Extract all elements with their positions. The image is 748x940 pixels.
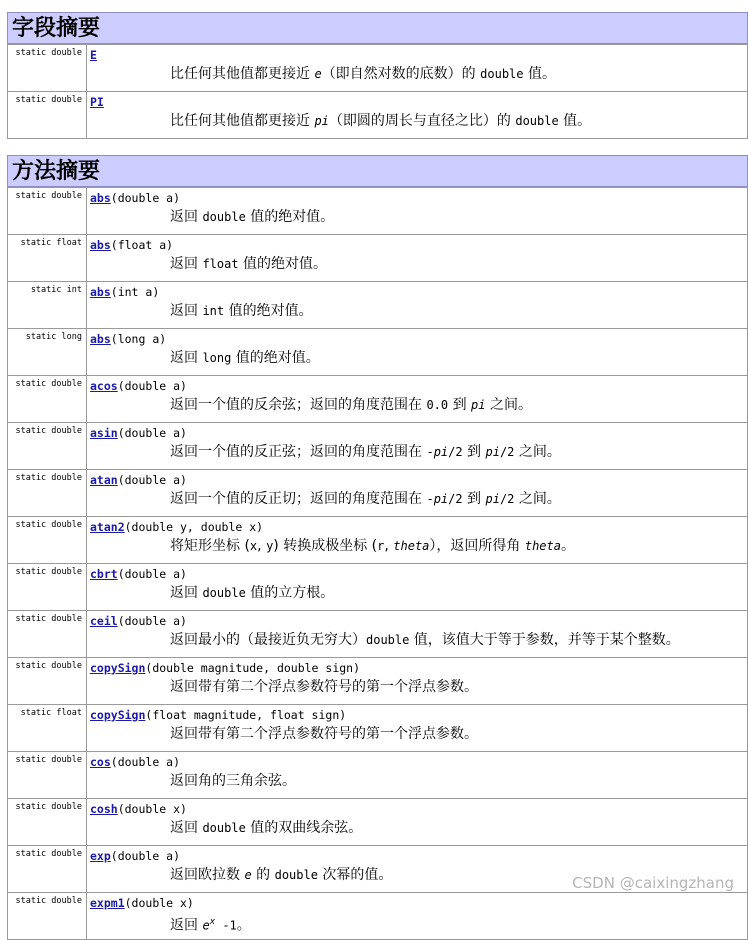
- member-link[interactable]: PI: [90, 95, 104, 109]
- summary-row: [8, 799, 748, 846]
- member-link[interactable]: atan2: [90, 520, 125, 534]
- member-description: [90, 394, 747, 416]
- member-link[interactable]: abs: [90, 285, 111, 299]
- member-signature: [90, 660, 747, 676]
- description-cell: [87, 799, 748, 846]
- description-text: y: [266, 539, 274, 553]
- summary-row: [8, 45, 748, 92]
- summary-row: [8, 188, 748, 235]
- description-text: 返回: [170, 303, 203, 319]
- modifier-cell: static double: [8, 92, 87, 139]
- method-summary-title: 方法摘要: [7, 155, 748, 187]
- member-signature: [90, 378, 747, 394]
- member-description: [90, 676, 747, 698]
- description-cell: [87, 282, 748, 329]
- member-signature: [90, 754, 747, 770]
- summary-row: [8, 235, 748, 282]
- parameter-list: (double a): [110, 191, 181, 205]
- description-text: double: [202, 210, 246, 224]
- description-text: 值，该值大于等于参数，并等于某个整数。: [409, 632, 680, 648]
- member-description: [90, 629, 747, 651]
- description-text: -: [426, 492, 434, 506]
- description-text: 值的双曲线余弦。: [245, 820, 363, 836]
- parameter-list: (double y, double x): [124, 520, 264, 534]
- member-signature: [90, 190, 747, 206]
- summary-row: [8, 376, 748, 423]
- description-text: theta: [524, 539, 561, 553]
- description-text: x: [209, 917, 216, 927]
- field-summary-title: 字段摘要: [7, 12, 748, 44]
- description-text: -: [426, 445, 434, 459]
- summary-row: [8, 92, 748, 139]
- member-signature: [90, 331, 747, 347]
- modifier-cell: static double: [8, 470, 87, 517]
- summary-row: [8, 423, 748, 470]
- parameter-list: (double a): [117, 379, 187, 393]
- modifier-cell: static double: [8, 376, 87, 423]
- modifier-cell: static float: [8, 235, 87, 282]
- member-description: [90, 535, 747, 557]
- member-signature: [90, 284, 747, 300]
- parameter-list: (double a): [117, 567, 187, 581]
- description-text: 返回: [170, 585, 203, 601]
- description-text: 返回: [170, 350, 203, 366]
- description-text: 将矩形坐标 (: [170, 538, 250, 554]
- member-link[interactable]: cos: [90, 755, 111, 769]
- description-text: pi: [471, 398, 486, 412]
- summary-row: [8, 564, 748, 611]
- modifier-cell: static double: [8, 611, 87, 658]
- description-cell: [87, 564, 748, 611]
- method-summary: [7, 155, 748, 940]
- description-text: 返回带有第二个浮点参数符号的第一个浮点参数。: [170, 726, 478, 742]
- modifier-cell: static double: [8, 799, 87, 846]
- description-text: /2: [499, 492, 515, 506]
- summary-row: [8, 658, 748, 705]
- description-cell: [87, 893, 748, 940]
- modifier-cell: static int: [8, 282, 87, 329]
- description-text: 返回带有第二个浮点参数符号的第一个浮点参数。: [170, 679, 478, 695]
- description-text: 0.0: [426, 398, 449, 412]
- parameter-list: (double a): [117, 473, 187, 487]
- field-summary-table: [7, 44, 748, 139]
- description-text: 值的立方根。: [245, 585, 335, 601]
- watermark: CSDN @caixingzhang: [572, 874, 734, 892]
- description-text: double: [202, 586, 246, 600]
- description-text: 返回一个值的反正弦；返回的角度范围在: [170, 444, 427, 460]
- description-text: 值。: [523, 66, 556, 82]
- member-link[interactable]: ceil: [90, 614, 118, 628]
- modifier-cell: static double: [8, 893, 87, 940]
- summary-row: [8, 329, 748, 376]
- description-text: float: [202, 257, 239, 271]
- description-text: e: [244, 868, 252, 882]
- member-signature: [90, 425, 747, 441]
- member-link[interactable]: abs: [90, 191, 111, 205]
- description-text: （即自然对数的底数）的: [321, 66, 481, 82]
- description-cell: [87, 188, 748, 235]
- parameter-list: (int a): [110, 285, 160, 299]
- description-text: 值的绝对值。: [238, 256, 328, 272]
- member-signature: [90, 613, 747, 629]
- modifier-cell: static double: [8, 846, 87, 893]
- member-description: [90, 723, 747, 745]
- description-text: /2: [448, 445, 463, 459]
- method-summary-table: [7, 187, 748, 940]
- member-link[interactable]: cbrt: [90, 567, 118, 581]
- description-text: 返回: [170, 917, 203, 934]
- description-text: ），返回所得角: [429, 538, 525, 554]
- description-text: 返回: [170, 820, 203, 836]
- description-text: 返回一个值的反余弦；返回的角度范围在: [170, 397, 427, 413]
- description-cell: [87, 517, 748, 564]
- member-link[interactable]: copySign: [90, 661, 146, 675]
- member-signature: [90, 801, 747, 817]
- description-text: 的: [251, 867, 275, 883]
- description-cell: [87, 92, 748, 139]
- modifier-cell: static double: [8, 423, 87, 470]
- description-text: 返回最小的（最接近负无穷大）: [170, 632, 366, 648]
- description-text: /2: [448, 492, 463, 506]
- member-link[interactable]: cosh: [90, 802, 118, 816]
- description-text: 次幂的值。: [317, 867, 393, 883]
- description-text: r: [377, 539, 385, 553]
- member-link[interactable]: abs: [90, 238, 111, 252]
- parameter-list: (double a): [110, 849, 181, 863]
- member-description: [90, 441, 747, 463]
- member-link[interactable]: abs: [90, 332, 111, 346]
- description-text: -1: [215, 918, 237, 933]
- member-link[interactable]: acos: [90, 379, 118, 393]
- member-link[interactable]: exp: [90, 849, 111, 863]
- description-cell: [87, 423, 748, 470]
- member-description: [90, 488, 747, 510]
- description-text: 返回欧拉数: [170, 867, 245, 883]
- description-text: 比任何其他值都更接近: [170, 113, 315, 129]
- modifier-cell: static double: [8, 188, 87, 235]
- member-signature: [90, 895, 747, 911]
- modifier-cell: static float: [8, 705, 87, 752]
- member-description: [90, 582, 747, 604]
- member-link[interactable]: copySign: [90, 708, 146, 722]
- description-text: 返回角的三角余弦。: [170, 773, 296, 789]
- parameter-list: (float magnitude, float sign): [145, 708, 347, 722]
- parameter-list: (double a): [117, 426, 187, 440]
- modifier-cell: static double: [8, 564, 87, 611]
- summary-row: [8, 705, 748, 752]
- description-cell: [87, 658, 748, 705]
- description-cell: [87, 470, 748, 517]
- member-signature: [90, 47, 747, 63]
- member-description: [90, 253, 747, 275]
- description-text: 。: [560, 538, 575, 554]
- member-description: [90, 110, 747, 132]
- description-text: ) 转换成极坐标 (: [273, 538, 378, 554]
- member-signature: [90, 237, 747, 253]
- description-text: pi: [485, 445, 500, 459]
- description-cell: [87, 752, 748, 799]
- member-description: [90, 911, 747, 937]
- member-description: [90, 206, 747, 228]
- modifier-cell: static long: [8, 329, 87, 376]
- member-link[interactable]: E: [90, 48, 97, 62]
- description-text: pi: [485, 492, 500, 506]
- member-signature: [90, 566, 747, 582]
- description-text: 之间。: [514, 491, 561, 507]
- parameter-list: (long a): [110, 332, 167, 346]
- member-signature: [90, 707, 747, 723]
- parameter-list: (double a): [117, 614, 187, 628]
- description-text: 返回一个值的反正切；返回的角度范围在: [170, 491, 427, 507]
- member-link[interactable]: asin: [90, 426, 118, 440]
- description-text: 比任何其他值都更接近: [170, 66, 315, 82]
- description-cell: [87, 329, 748, 376]
- description-text: double: [515, 114, 559, 128]
- description-text: ,: [257, 538, 267, 554]
- parameter-list: (double a): [110, 755, 181, 769]
- description-text: pi: [433, 445, 449, 459]
- description-text: pi: [314, 114, 329, 128]
- description-cell: [87, 376, 748, 423]
- description-text: ,: [384, 538, 394, 554]
- description-text: theta: [393, 539, 430, 553]
- member-description: [90, 770, 747, 792]
- member-signature: [90, 519, 747, 535]
- summary-row: [8, 282, 748, 329]
- member-signature: [90, 94, 747, 110]
- description-text: 到: [462, 444, 486, 460]
- summary-row: [8, 752, 748, 799]
- description-text: 返回: [170, 209, 203, 225]
- member-link[interactable]: atan: [90, 473, 118, 487]
- description-text: double: [366, 633, 410, 647]
- description-text: 之间。: [485, 397, 532, 413]
- parameter-list: (double magnitude, double sign): [145, 661, 361, 675]
- description-text: 到: [448, 397, 472, 413]
- summary-row: [8, 517, 748, 564]
- member-description: [90, 300, 747, 322]
- modifier-cell: static double: [8, 45, 87, 92]
- description-text: /2: [499, 445, 515, 459]
- description-text: x: [249, 539, 258, 553]
- modifier-cell: static double: [8, 658, 87, 705]
- description-text: 。: [236, 917, 251, 934]
- description-text: 到: [462, 491, 486, 507]
- description-text: double: [202, 821, 246, 835]
- description-text: （即圆的周长与直径之比）的: [328, 113, 516, 129]
- parameter-list: (double x): [124, 896, 194, 910]
- parameter-list: (float a): [110, 238, 174, 252]
- summary-row: [8, 470, 748, 517]
- member-description: [90, 347, 747, 369]
- member-link[interactable]: expm1: [90, 896, 125, 910]
- description-cell: [87, 611, 748, 658]
- summary-row: [8, 611, 748, 658]
- description-text: double: [480, 67, 524, 81]
- description-text: 值的绝对值。: [231, 350, 320, 366]
- description-text: 返回: [170, 256, 203, 272]
- description-text: int: [202, 304, 225, 318]
- description-cell: [87, 705, 748, 752]
- field-summary: [7, 12, 748, 139]
- description-text: 值的绝对值。: [245, 209, 335, 225]
- parameter-list: (double x): [117, 802, 187, 816]
- member-signature: [90, 472, 747, 488]
- description-text: e: [202, 918, 210, 933]
- description-text: long: [202, 351, 232, 365]
- modifier-cell: static double: [8, 752, 87, 799]
- description-text: e: [314, 67, 322, 81]
- description-text: 值的绝对值。: [224, 303, 313, 319]
- description-text: 之间。: [514, 444, 561, 460]
- description-text: double: [274, 868, 318, 882]
- description-cell: [87, 235, 748, 282]
- member-description: [90, 63, 747, 85]
- summary-row: [8, 893, 748, 940]
- member-description: [90, 817, 747, 839]
- description-cell: [87, 45, 748, 92]
- description-text: 值。: [558, 113, 592, 129]
- member-signature: [90, 848, 747, 864]
- modifier-cell: static double: [8, 517, 87, 564]
- description-text: pi: [433, 492, 449, 506]
